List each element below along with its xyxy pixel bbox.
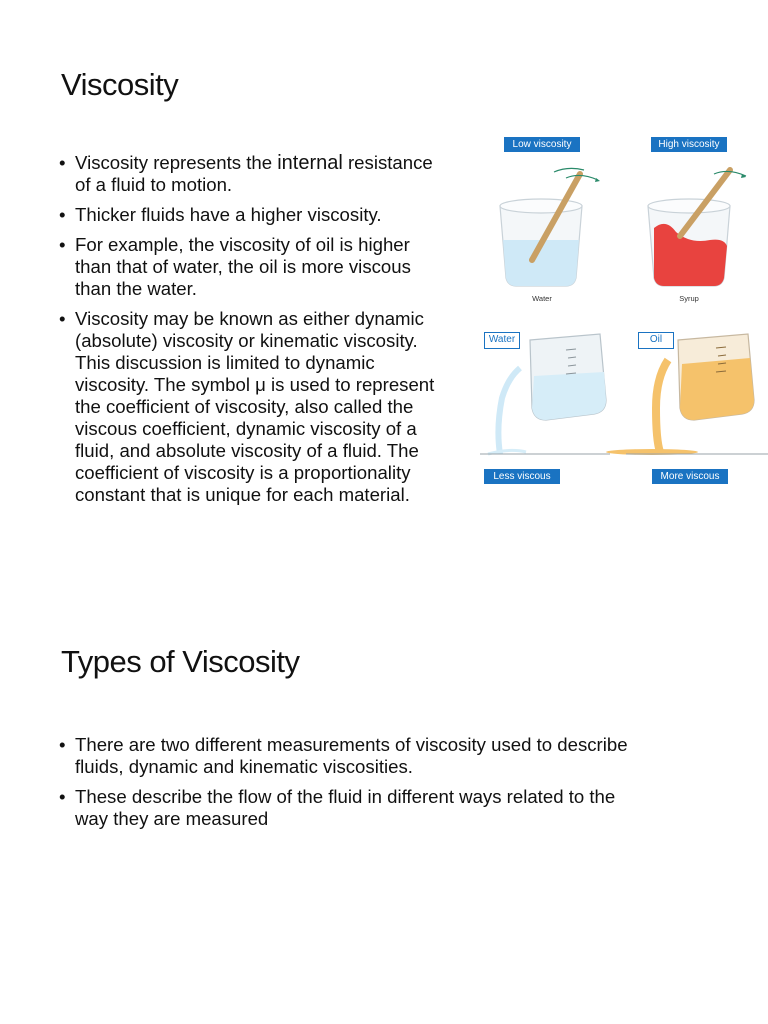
more-viscous-label: More viscous — [652, 469, 728, 484]
slide-title: Viscosity — [61, 67, 179, 102]
syrup-caption: Syrup — [679, 294, 699, 303]
viscosity-illustration — [480, 128, 768, 500]
viscosity-illustration-graphic — [480, 128, 768, 500]
bullet-text-post: resistance of a fluid to motion. — [75, 152, 433, 195]
oil-tag: Oil — [638, 332, 674, 349]
bullet-item — [59, 152, 487, 196]
less-viscous-label: Less viscous — [484, 469, 560, 484]
slide-title: Types of Viscosity — [61, 644, 300, 679]
slide-types-of-viscosity — [0, 512, 768, 1024]
water-tag: Water — [484, 332, 520, 349]
bullet-text-emphasis: internal — [277, 152, 343, 174]
bullet-item: • For example, the viscosity of oil is higher than that of water, the oil is more viscous than the water. — [59, 234, 487, 300]
oil-beaker-icon — [606, 334, 754, 455]
water-beaker-icon — [488, 334, 606, 454]
water-glass-icon — [500, 168, 600, 286]
bullet-item: • These describe the flow of the fluid in different ways related to the way they are measured — [59, 786, 719, 830]
syrup-glass-icon — [648, 170, 746, 286]
bullet-item: • Thicker fluids have a higher viscosity. — [59, 204, 487, 226]
bullet-list — [59, 152, 487, 514]
high-viscosity-label: High viscosity — [651, 137, 727, 152]
bullet-list — [59, 734, 719, 838]
bullet-item: • There are two different measurements of viscosity used to describe fluids, dynamic and kinematic viscosities. — [59, 734, 719, 778]
water-caption: Water — [532, 294, 552, 303]
low-viscosity-label: Low viscosity — [504, 137, 580, 152]
bullet-text-pre: Viscosity represents the — [75, 152, 278, 173]
bullet-item: • Viscosity may be known as either dynamic (absolute) viscosity or kinematic viscosity. This discussion is limited to dynamic viscosity. The symbol μ is used to represent the coefficient of viscosity, also called the viscous coefficient, dynamic viscosity of a fluid, and absolute viscosity of a fluid. The coefficient of viscosity is a proportionality constant that is unique for each material. — [59, 308, 487, 506]
